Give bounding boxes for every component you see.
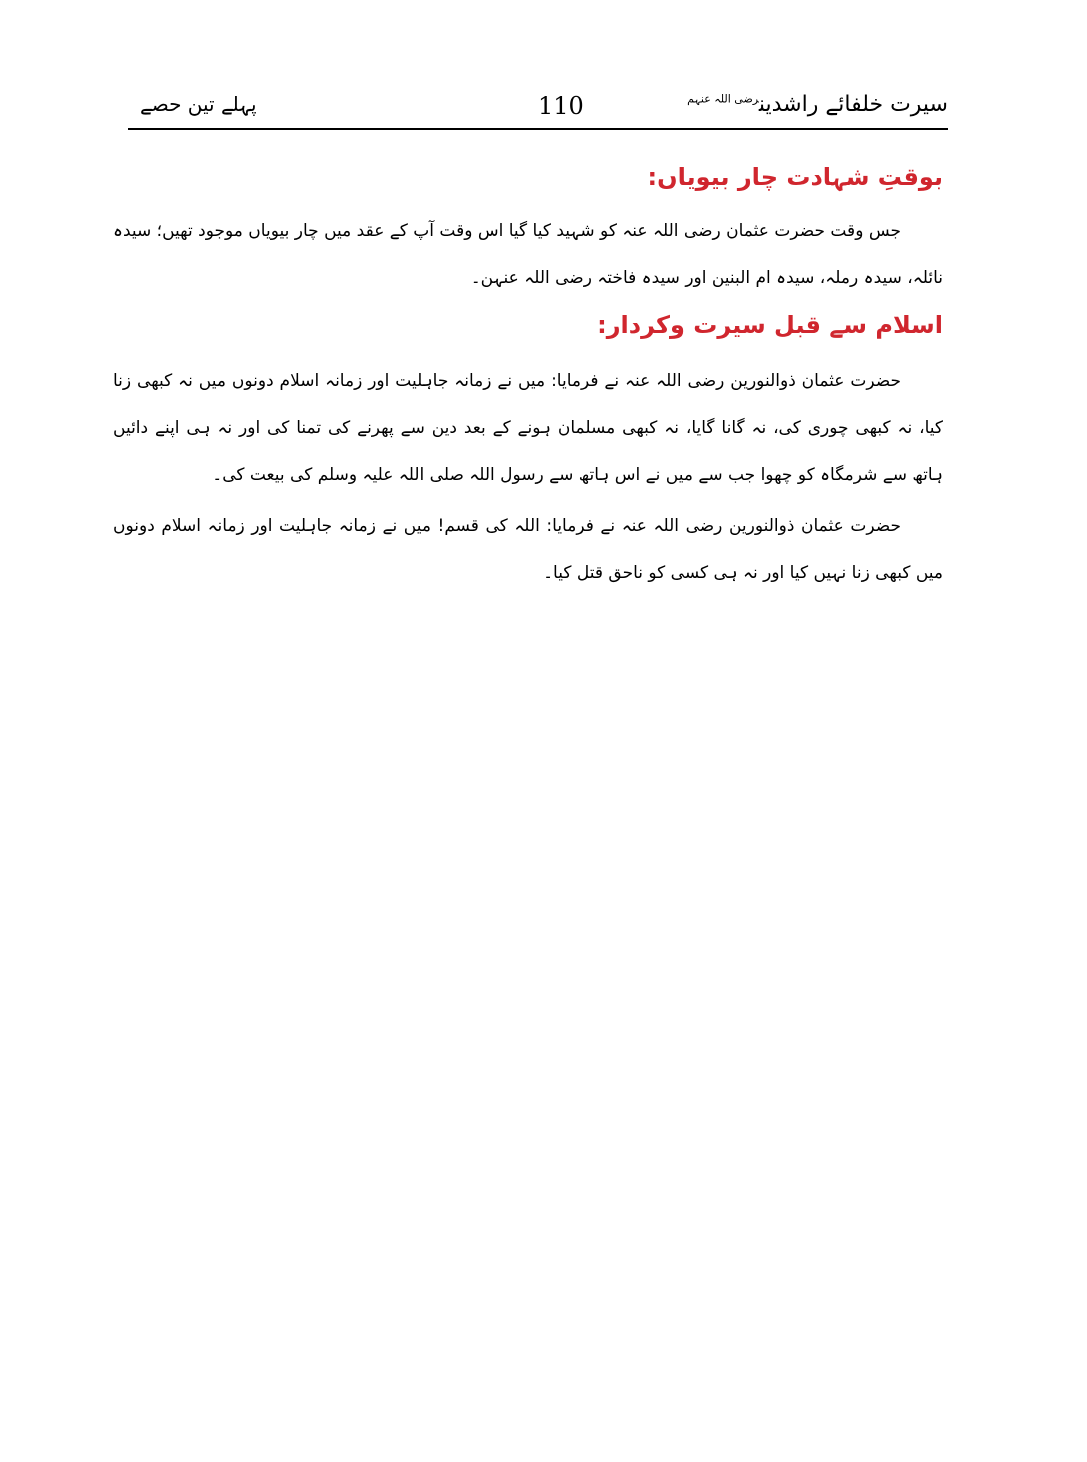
header-divider <box>128 128 948 130</box>
paragraph-text: حضرت عثمان ذوالنورین رضی اللہ عنہ نے فرمایا: اللہ کی قسم! میں نے زمانہ جاہلیت اور زمانہ اسلام دونوں میں کبھی زنا نہیں کیا اور نہ ہی کسی کو ناحق قتل کیا۔ <box>113 516 943 583</box>
section-heading-wives: بوقتِ شہادت چار بیویاں: <box>647 163 943 191</box>
paragraph-text: حضرت عثمان ذوالنورین رضی اللہ عنہ نے فرمایا: میں نے زمانہ جاہلیت اور زمانہ اسلام دونوں میں نہ کبھی زنا کیا، نہ کبھی چوری کی، نہ گانا گایا، نہ کبھی مسلمان ہونے کے بعد دین سے پھرنے کی تمنا کی اور نہ ہی اپنے دائیں ہاتھ سے شرمگاہ کو چھوا جب سے میں نے اس ہاتھ سے رسول اللہ صلی اللہ علیہ وسلم کی بیعت کی۔ <box>113 371 943 485</box>
honorific: رضی اللہ عنہم <box>687 92 759 106</box>
section-heading-character: اسلام سے قبل سیرت وکردار: <box>597 311 943 339</box>
page-header <box>128 88 948 128</box>
volume-label: پہلے تین حصے <box>140 92 257 116</box>
paragraph-character-1 <box>113 358 943 499</box>
paragraph-wives <box>113 208 943 302</box>
book-title-text: سیرت خلفائے راشدین <box>758 92 948 117</box>
paragraph-text: جس وقت حضرت عثمان رضی اللہ عنہ کو شہید کیا گیا اس وقت آپ کے عقد میں چار بیویاں موجود تھیں؛ سیدہ نائلہ، سیدہ رملہ، سیدہ ام البنین اور سیدہ فاختہ رضی اللہ عنہن۔ <box>113 221 943 288</box>
paragraph-character-2 <box>113 503 943 597</box>
page-number: 110 <box>538 92 584 120</box>
page-content <box>113 150 943 597</box>
book-title <box>687 92 948 117</box>
